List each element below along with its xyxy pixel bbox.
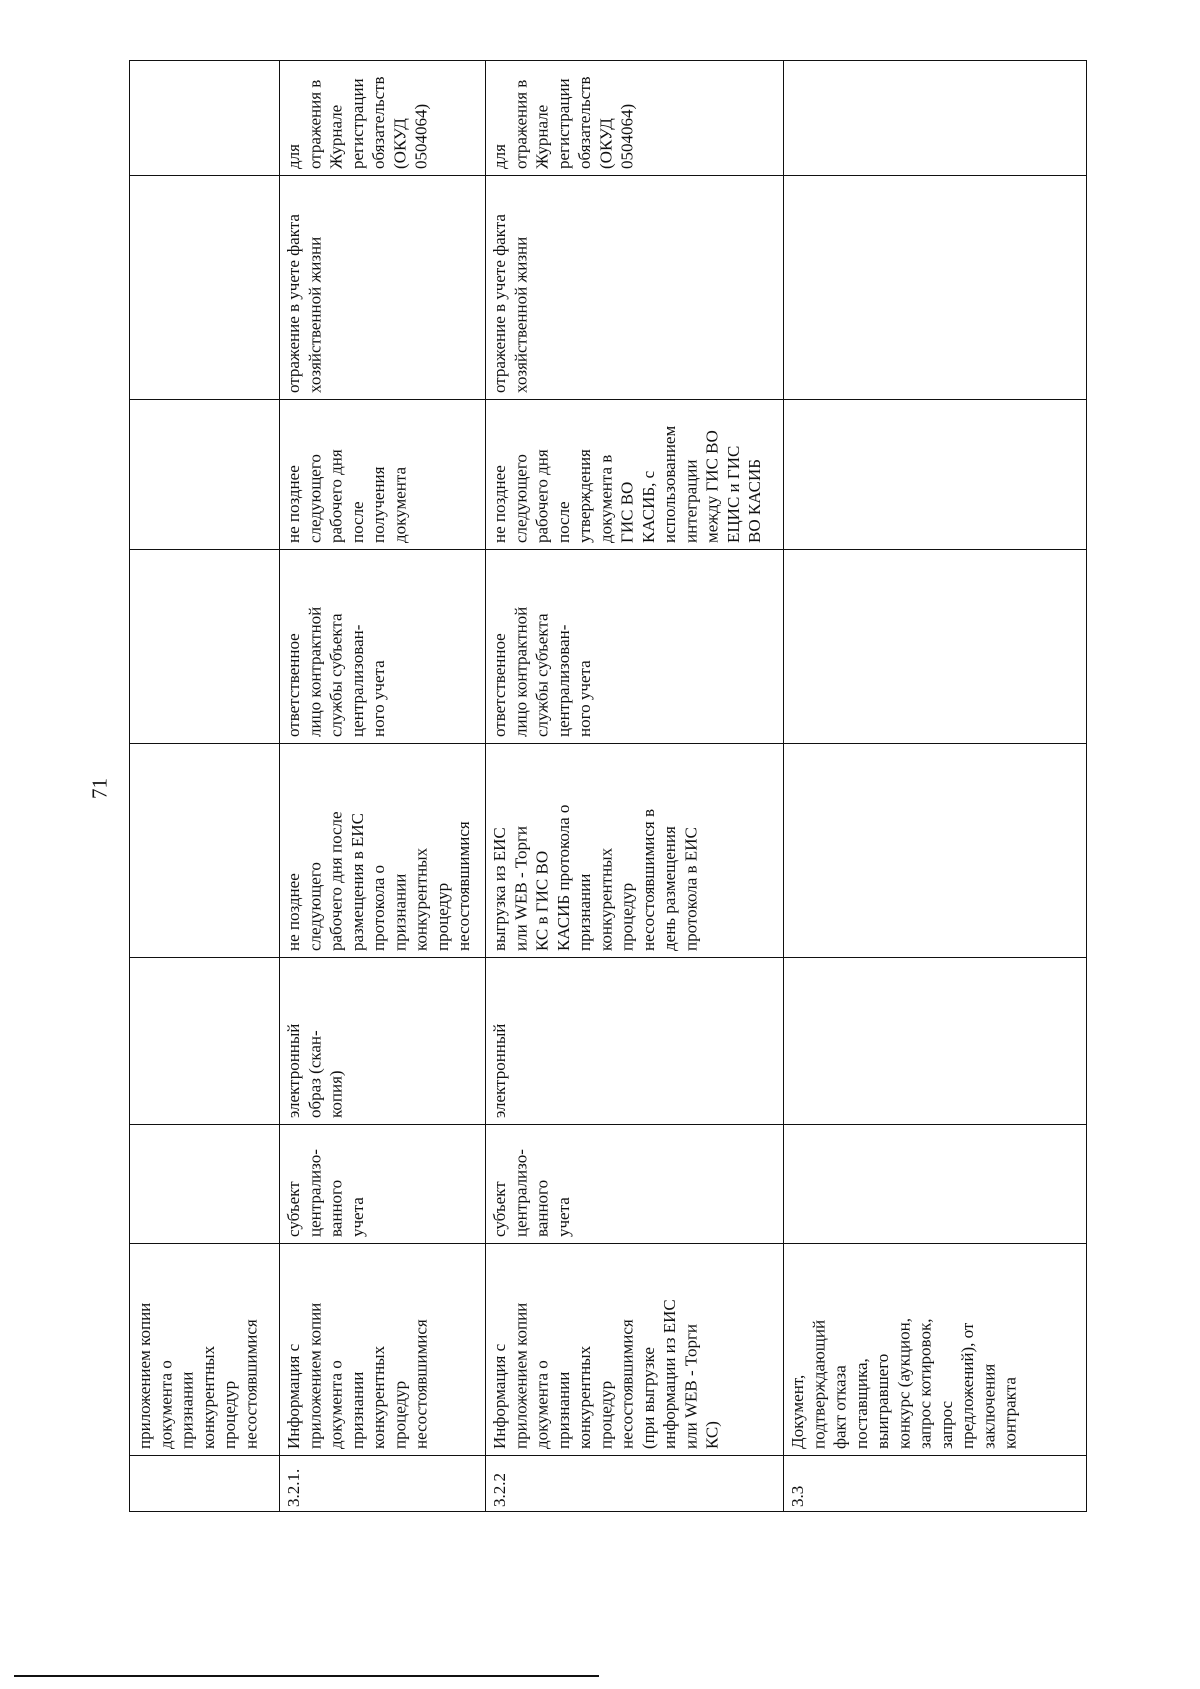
page-number: 71 bbox=[87, 778, 112, 799]
cell-document-continuation: приложением копии документа о признании конкурентных процедур несостоявшимися bbox=[135, 1302, 261, 1449]
cell-deadline: не позднее следующего рабочего дня после размещения в ЕИС протокола о признании конкурентных процедур несостоявшимися bbox=[284, 811, 473, 951]
document-table bbox=[129, 60, 1087, 1512]
cell-format: электронный bbox=[490, 1023, 509, 1118]
cell-purpose: для отражения в Журнале регистрации обязательств (ОКУД 0504064) bbox=[284, 76, 431, 169]
cell-format: электронный образ (скан- копия) bbox=[284, 1023, 346, 1118]
cell-creator: субъект централизо- ванного учета bbox=[284, 1149, 367, 1237]
cell-document: Информация с приложением копии документа о признании конкурентных процедур несостоявшимися (при выгрузке информации из ЕИС или WEB - Торги КС) bbox=[490, 1299, 722, 1449]
cell-responsible: ответственное лицо контрактной службы субъекта централизован- ного учета bbox=[284, 606, 388, 737]
cell-document: Информация с приложением копии документа о признании конкурентных процедур несостоявшимися bbox=[284, 1302, 431, 1449]
cell-number: 3.3 bbox=[788, 1485, 807, 1507]
cell-usage: отражение в учете факта хозяйственной жизни bbox=[490, 214, 531, 393]
cell-transfer-deadline: не позднее следующего рабочего дня после получения документа bbox=[284, 449, 410, 543]
cell-document: Документ, подтверждающий факт отказа поставщика, выигравшего конкурс (аукцион, запрос котировок, запрос предложений), от заключения контракта bbox=[788, 1318, 1020, 1449]
cell-responsible: ответственное лицо контрактной службы субъекта централизован- ного учета bbox=[490, 606, 594, 737]
cell-deadline: выгрузка из ЕИС или WEB - Торги КС в ГИС ВО КАСИБ протокола о признании конкурентных процедур несостоявшимися в день размещения протокола в ЕИС bbox=[490, 804, 701, 951]
cell-number: 3.2.2 bbox=[490, 1473, 509, 1507]
cell-purpose: для отражения в Журнале регистрации обязательств (ОКУД 0504064) bbox=[490, 76, 637, 169]
cell-usage: отражение в учете факта хозяйственной жизни bbox=[284, 214, 325, 393]
cell-number: 3.2.1. bbox=[284, 1468, 303, 1507]
footer-rule bbox=[14, 1675, 599, 1677]
cell-creator: субъект централизо- ванного учета bbox=[490, 1149, 573, 1237]
cell-transfer-deadline: не позднее следующего рабочего дня после утверждения документа в ГИС ВО КАСИБ, с использованием интеграции между ГИС ВО ЕЦИС и ГИС ВО КАСИБ bbox=[490, 425, 764, 543]
